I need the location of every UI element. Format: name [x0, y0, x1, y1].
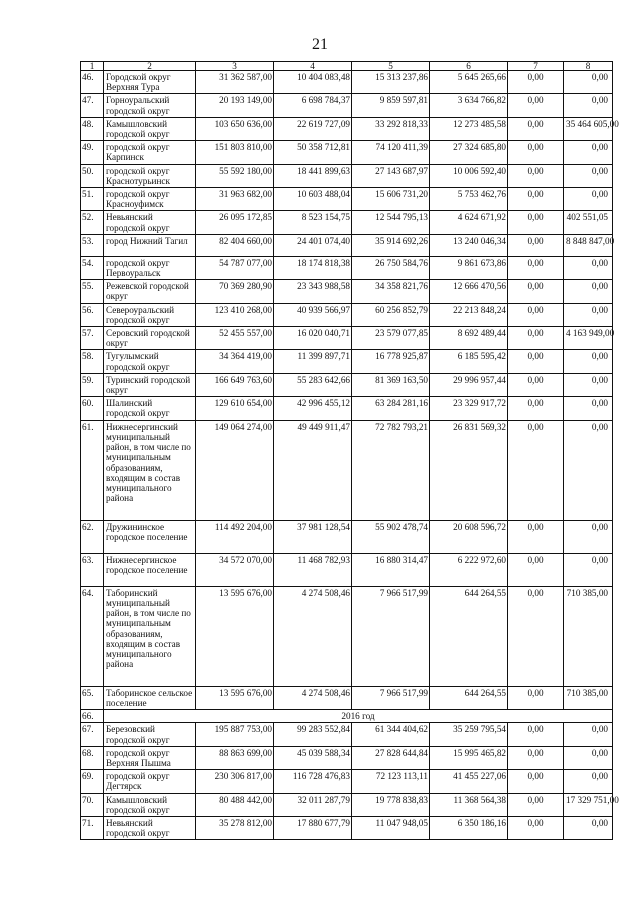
- value-c4: 32 011 287,79: [274, 793, 352, 816]
- municipality-name: Таборинский муниципальный район, в том числе по муниципальным образованиям, входящим в состав муниципального района: [104, 586, 196, 686]
- municipality-name: Режевской городской округ: [104, 280, 196, 303]
- value-c5: 7 966 517,99: [352, 586, 430, 686]
- table-row: [81, 303, 613, 326]
- value-c7: 0,00: [508, 327, 564, 350]
- table-row: [81, 553, 613, 586]
- header-cell-4: 4: [274, 62, 352, 71]
- municipality-name: городской округ Карпинск: [104, 141, 196, 164]
- value-c3: 13 595 676,00: [196, 686, 274, 709]
- value-c7: 0,00: [508, 141, 564, 164]
- row-number: 63.: [81, 553, 104, 586]
- value-c8: 0,00: [564, 350, 613, 373]
- value-c5: 74 120 411,39: [352, 141, 430, 164]
- value-c6: 23 329 917,72: [430, 397, 508, 420]
- value-c8: 0,00: [564, 420, 613, 520]
- budget-table: [80, 61, 619, 840]
- value-c5: 15 606 731,20: [352, 188, 430, 211]
- value-c3: 80 488 442,00: [196, 793, 274, 816]
- value-c5: 81 369 163,50: [352, 373, 430, 396]
- value-c6: 35 259 795,54: [430, 723, 508, 746]
- value-c8: 402 551,05: [564, 211, 613, 234]
- value-c8: 0,00: [564, 188, 613, 211]
- municipality-name: Дружининское городское поселение: [104, 520, 196, 553]
- value-c3: 55 592 180,00: [196, 164, 274, 187]
- municipality-name: городской округ Верхняя Пышма: [104, 746, 196, 769]
- value-c7: 0,00: [508, 770, 564, 793]
- value-c8: 0,00: [564, 723, 613, 746]
- table-row: [81, 71, 613, 94]
- value-c3: 54 787 077,00: [196, 256, 274, 279]
- value-c7: 0,00: [508, 280, 564, 303]
- table-row: [81, 117, 613, 140]
- table-row: [81, 141, 613, 164]
- value-c7: 0,00: [508, 234, 564, 256]
- table-row: [81, 793, 613, 816]
- header-cell-7: 7: [508, 62, 564, 71]
- table-row: [81, 397, 613, 420]
- value-c7: 0,00: [508, 71, 564, 94]
- value-c4: 22 619 727,09: [274, 117, 352, 140]
- value-c8: 0,00: [564, 141, 613, 164]
- value-c5: 16 778 925,87: [352, 350, 430, 373]
- value-c7: 0,00: [508, 350, 564, 373]
- value-c6: 11 368 564,38: [430, 793, 508, 816]
- value-c5: 72 123 113,11: [352, 770, 430, 793]
- value-c6: 26 831 569,32: [430, 420, 508, 520]
- header-cell-1: 1: [81, 62, 104, 71]
- header-cell-6: 6: [430, 62, 508, 71]
- value-c3: 52 455 557,00: [196, 327, 274, 350]
- table-row: [81, 686, 613, 709]
- row-number: 48.: [81, 117, 104, 140]
- table-row: [81, 586, 613, 686]
- value-c4: 10 404 083,48: [274, 71, 352, 94]
- value-c7: 0,00: [508, 256, 564, 279]
- header-cell-3: 3: [196, 62, 274, 71]
- value-c7: 0,00: [508, 793, 564, 816]
- value-c3: 31 963 682,00: [196, 188, 274, 211]
- municipality-name: Таборинское сельское поселение: [104, 686, 196, 709]
- value-c6: 20 608 596,72: [430, 520, 508, 553]
- header-cell-5: 5: [352, 62, 430, 71]
- value-c7: 0,00: [508, 211, 564, 234]
- value-c6: 12 273 485,58: [430, 117, 508, 140]
- municipality-name: Невьянский городской округ: [104, 816, 196, 839]
- value-c3: 195 887 753,00: [196, 723, 274, 746]
- year-label: 2016 год: [104, 710, 613, 723]
- value-c4: 23 343 988,58: [274, 280, 352, 303]
- table-row: [81, 520, 613, 553]
- value-c5: 12 544 795,13: [352, 211, 430, 234]
- table-row: [81, 420, 613, 520]
- value-c4: 45 039 588,34: [274, 746, 352, 769]
- municipality-name: Камышловский городской округ: [104, 793, 196, 816]
- value-c6: 6 185 595,42: [430, 350, 508, 373]
- value-c7: 0,00: [508, 164, 564, 187]
- value-c5: 34 358 821,76: [352, 280, 430, 303]
- value-c8: 710 385,00: [564, 586, 613, 686]
- value-c7: 0,00: [508, 373, 564, 396]
- value-c8: 17 329 751,00: [564, 793, 613, 816]
- value-c6: 5 645 265,66: [430, 71, 508, 94]
- value-c7: 0,00: [508, 303, 564, 326]
- value-c4: 40 939 566,97: [274, 303, 352, 326]
- municipality-name: городской округ Краснотурьинск: [104, 164, 196, 187]
- value-c6: 15 995 465,82: [430, 746, 508, 769]
- value-c4: 6 698 784,37: [274, 94, 352, 117]
- value-c8: 0,00: [564, 520, 613, 553]
- municipality-name: Нижнесергинский муниципальный район, в том числе по муниципальным образованиям, входящим в состав муниципального района: [104, 420, 196, 520]
- value-c6: 6 350 186,16: [430, 816, 508, 839]
- value-c8: 0,00: [564, 71, 613, 94]
- value-c3: 123 410 268,00: [196, 303, 274, 326]
- row-number: 62.: [81, 520, 104, 553]
- value-c6: 644 264,55: [430, 686, 508, 709]
- row-number: 51.: [81, 188, 104, 211]
- value-c8: 0,00: [564, 280, 613, 303]
- value-c7: 0,00: [508, 117, 564, 140]
- row-number: 55.: [81, 280, 104, 303]
- value-c3: 26 095 172,85: [196, 211, 274, 234]
- value-c5: 16 880 314,47: [352, 553, 430, 586]
- row-number: 49.: [81, 141, 104, 164]
- value-c3: 13 595 676,00: [196, 586, 274, 686]
- value-c7: 0,00: [508, 94, 564, 117]
- table-row: [81, 723, 613, 746]
- value-c5: 63 284 281,16: [352, 397, 430, 420]
- header-cell-2: 2: [104, 62, 196, 71]
- value-c6: 5 753 462,76: [430, 188, 508, 211]
- value-c7: 0,00: [508, 586, 564, 686]
- value-c6: 29 996 957,44: [430, 373, 508, 396]
- value-c6: 9 861 673,86: [430, 256, 508, 279]
- value-c3: 70 369 280,90: [196, 280, 274, 303]
- row-number: 54.: [81, 256, 104, 279]
- value-c3: 35 278 812,00: [196, 816, 274, 839]
- value-c7: 0,00: [508, 686, 564, 709]
- value-c4: 16 020 040,71: [274, 327, 352, 350]
- value-c8: 0,00: [564, 256, 613, 279]
- value-c7: 0,00: [508, 397, 564, 420]
- value-c3: 149 064 274,00: [196, 420, 274, 520]
- municipality-name: Горноуральский городской округ: [104, 94, 196, 117]
- row-number: 53.: [81, 234, 104, 256]
- value-c8: 0,00: [564, 373, 613, 396]
- row-number: 50.: [81, 164, 104, 187]
- value-c3: 114 492 204,00: [196, 520, 274, 553]
- municipality-name: Нижнесергинское городское поселение: [104, 553, 196, 586]
- row-number: 56.: [81, 303, 104, 326]
- value-c5: 60 256 852,79: [352, 303, 430, 326]
- row-number: 52.: [81, 211, 104, 234]
- value-c5: 27 143 687,97: [352, 164, 430, 187]
- value-c5: 35 914 692,26: [352, 234, 430, 256]
- municipality-name: Шалинский городской округ: [104, 397, 196, 420]
- municipality-name: Невьянский городской округ: [104, 211, 196, 234]
- value-c8: 4 163 949,00: [564, 327, 613, 350]
- row-number: 61.: [81, 420, 104, 520]
- value-c4: 8 523 154,75: [274, 211, 352, 234]
- value-c6: 12 666 470,56: [430, 280, 508, 303]
- value-c5: 55 902 478,74: [352, 520, 430, 553]
- value-c8: 710 385,00: [564, 686, 613, 709]
- value-c5: 26 750 584,76: [352, 256, 430, 279]
- year-row: [81, 710, 613, 723]
- table-row: [81, 188, 613, 211]
- value-c3: 151 803 810,00: [196, 141, 274, 164]
- row-number: 66.: [81, 710, 104, 723]
- value-c6: 22 213 848,24: [430, 303, 508, 326]
- value-c8: 0,00: [564, 303, 613, 326]
- value-c6: 10 006 592,40: [430, 164, 508, 187]
- value-c8: 0,00: [564, 397, 613, 420]
- value-c7: 0,00: [508, 816, 564, 839]
- table-row: [81, 746, 613, 769]
- row-number: 46.: [81, 71, 104, 94]
- value-c5: 72 782 793,21: [352, 420, 430, 520]
- municipality-name: Серовский городской округ: [104, 327, 196, 350]
- value-c5: 9 859 597,81: [352, 94, 430, 117]
- value-c4: 18 441 899,63: [274, 164, 352, 187]
- municipality-name: Туринский городской округ: [104, 373, 196, 396]
- value-c8: 0,00: [564, 746, 613, 769]
- value-c6: 27 324 685,80: [430, 141, 508, 164]
- value-c4: 17 880 677,79: [274, 816, 352, 839]
- value-c5: 11 047 948,05: [352, 816, 430, 839]
- value-c6: 4 624 671,92: [430, 211, 508, 234]
- table-row: [81, 350, 613, 373]
- value-c8: 0,00: [564, 94, 613, 117]
- value-c8: 8 848 847,00: [564, 234, 613, 256]
- municipality-name: Березовский городской округ: [104, 723, 196, 746]
- municipality-name: Тугулымский городской округ: [104, 350, 196, 373]
- value-c7: 0,00: [508, 553, 564, 586]
- value-c7: 0,00: [508, 520, 564, 553]
- value-c8: 0,00: [564, 816, 613, 839]
- value-c3: 230 306 817,00: [196, 770, 274, 793]
- value-c6: 41 455 227,06: [430, 770, 508, 793]
- municipality-name: городской округ Красноуфимск: [104, 188, 196, 211]
- table-row: [81, 211, 613, 234]
- row-number: 71.: [81, 816, 104, 839]
- municipality-name: город Нижний Тагил: [104, 234, 196, 256]
- value-c4: 55 283 642,66: [274, 373, 352, 396]
- value-c3: 166 649 763,60: [196, 373, 274, 396]
- value-c3: 34 572 070,00: [196, 553, 274, 586]
- value-c5: 23 579 077,85: [352, 327, 430, 350]
- value-c4: 42 996 455,12: [274, 397, 352, 420]
- value-c6: 644 264,55: [430, 586, 508, 686]
- header-cell-8: 8: [564, 62, 613, 71]
- value-c8: 0,00: [564, 164, 613, 187]
- table-row: [81, 94, 613, 117]
- row-number: 57.: [81, 327, 104, 350]
- table-row: [81, 256, 613, 279]
- municipality-name: Камышловский городской округ: [104, 117, 196, 140]
- table-row: [81, 164, 613, 187]
- page-number: 21: [312, 36, 328, 53]
- table-row: [81, 234, 613, 256]
- value-c3: 34 364 419,00: [196, 350, 274, 373]
- value-c3: 82 404 660,00: [196, 234, 274, 256]
- value-c3: 129 610 654,00: [196, 397, 274, 420]
- value-c4: 49 449 911,47: [274, 420, 352, 520]
- row-number: 64.: [81, 586, 104, 686]
- value-c4: 99 283 552,84: [274, 723, 352, 746]
- value-c5: 7 966 517,99: [352, 686, 430, 709]
- value-c3: 20 193 149,00: [196, 94, 274, 117]
- value-c4: 37 981 128,54: [274, 520, 352, 553]
- value-c6: 13 240 046,34: [430, 234, 508, 256]
- municipality-name: Североуральский городской округ: [104, 303, 196, 326]
- value-c5: 33 292 818,33: [352, 117, 430, 140]
- value-c4: 18 174 818,38: [274, 256, 352, 279]
- value-c8: 35 464 605,00: [564, 117, 613, 140]
- row-number: 47.: [81, 94, 104, 117]
- value-c5: 27 828 644,84: [352, 746, 430, 769]
- table-row: [81, 373, 613, 396]
- value-c7: 0,00: [508, 188, 564, 211]
- value-c4: 10 603 488,04: [274, 188, 352, 211]
- value-c3: 103 650 636,00: [196, 117, 274, 140]
- value-c7: 0,00: [508, 723, 564, 746]
- value-c5: 19 778 838,83: [352, 793, 430, 816]
- row-number: 60.: [81, 397, 104, 420]
- value-c7: 0,00: [508, 420, 564, 520]
- value-c6: 8 692 489,44: [430, 327, 508, 350]
- value-c7: 0,00: [508, 746, 564, 769]
- value-c4: 116 728 476,83: [274, 770, 352, 793]
- value-c4: 11 399 897,71: [274, 350, 352, 373]
- municipality-name: городской округ Первоуральск: [104, 256, 196, 279]
- value-c8: 0,00: [564, 553, 613, 586]
- value-c6: 6 222 972,60: [430, 553, 508, 586]
- value-c5: 15 313 237,86: [352, 71, 430, 94]
- value-c4: 24 401 074,40: [274, 234, 352, 256]
- municipality-name: Городской округ Верхняя Тура: [104, 71, 196, 94]
- value-c4: 50 358 712,81: [274, 141, 352, 164]
- table-row: [81, 327, 613, 350]
- value-c5: 61 344 404,62: [352, 723, 430, 746]
- row-number: 68.: [81, 746, 104, 769]
- row-number: 58.: [81, 350, 104, 373]
- municipality-name: городской округ Дегтярск: [104, 770, 196, 793]
- table-row: [81, 770, 613, 793]
- value-c6: 3 634 766,82: [430, 94, 508, 117]
- row-number: 67.: [81, 723, 104, 746]
- header-row: [81, 62, 613, 71]
- value-c8: 0,00: [564, 770, 613, 793]
- value-c3: 31 362 587,00: [196, 71, 274, 94]
- row-number: 69.: [81, 770, 104, 793]
- row-number: 59.: [81, 373, 104, 396]
- value-c3: 88 863 699,00: [196, 746, 274, 769]
- table-row: [81, 816, 613, 839]
- value-c4: 4 274 508,46: [274, 686, 352, 709]
- table-row: [81, 280, 613, 303]
- value-c4: 11 468 782,93: [274, 553, 352, 586]
- row-number: 70.: [81, 793, 104, 816]
- value-c4: 4 274 508,46: [274, 586, 352, 686]
- row-number: 65.: [81, 686, 104, 709]
